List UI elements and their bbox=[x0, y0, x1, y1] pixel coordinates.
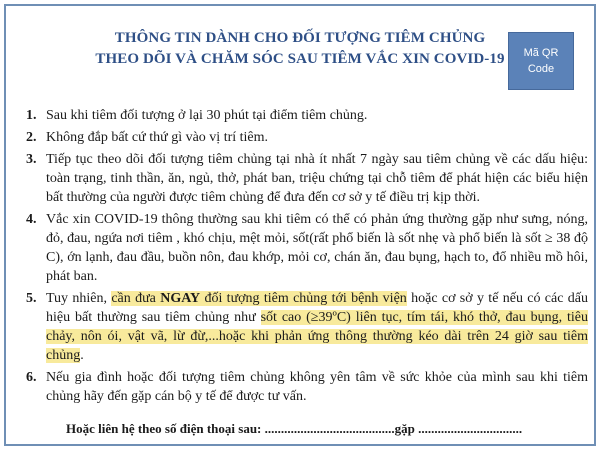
list-item bbox=[26, 210, 588, 286]
item-number: 4. bbox=[26, 212, 37, 227]
document-frame bbox=[4, 4, 596, 446]
document-header bbox=[6, 28, 594, 70]
qr-label-line-1: Mã QR bbox=[523, 47, 559, 59]
item-text: Vắc xin COVID-19 thông thường sau khi tiêm có thể có phản ứng thường gặp như sưng, nóng, đỏ, đau, ngứa nơi tiêm , khó chịu, mệt mỏi, sốt(rất phổ biến là sốt nhẹ và phổ biến là sốt ≥ 38 độ C), ớn lạnh, đau đầu, buồn nôn, đau khớp, mỏi cơ, chán ăn, đau bụng, hạch to, đổ nhiều mồ hôi, phát ban. bbox=[46, 212, 588, 284]
list-item-emergency bbox=[26, 289, 588, 365]
item-text: Sau khi tiêm đối tượng ở lại 30 phút tại điểm tiêm chủng. bbox=[46, 108, 368, 123]
item-number: 3. bbox=[26, 152, 37, 167]
qr-label-line-2: Code bbox=[527, 63, 555, 75]
item-number: 2. bbox=[26, 130, 37, 145]
title-line-2: THEO DÕI VÀ CHĂM SÓC SAU TIÊM VẮC XIN COVID-19 bbox=[95, 51, 505, 67]
contact-meet-label: gặp bbox=[394, 421, 415, 436]
item-text: Tuy nhiên, cần đưa NGAY đối tượng tiêm chủng tới bệnh viện hoặc cơ sở y tế nếu có các dấu hiệu bất thường sau tiêm chủng như sốt cao (≥39ºC) liên tục, tím tái, khó thở, đau bụng, tiêu chảy, nôn ói, vật vã, lừ đừ,...hoặc khi phản ứng thông thường kéo dài trên 24 giờ sau tiêm chủng. bbox=[46, 291, 589, 363]
list-item bbox=[26, 368, 588, 406]
emergency-condition: hoặc cơ sở y tế nếu có các dấu hiệu bất thường sau tiêm chủng như bbox=[46, 291, 588, 325]
person-blank: ................................ bbox=[414, 421, 523, 436]
contact-label: Hoặc liên hệ theo số điện thoại sau: bbox=[66, 421, 265, 436]
emergency-intro: Tuy nhiên, bbox=[46, 291, 112, 306]
instruction-list bbox=[26, 106, 588, 409]
item-text: Không đắp bất cứ thứ gì vào vị trí tiêm. bbox=[46, 130, 269, 145]
emphasis-now: NGAY bbox=[160, 291, 201, 306]
item-number: 6. bbox=[26, 370, 37, 385]
item-number: 5. bbox=[26, 291, 37, 306]
phone-blank: ........................................ bbox=[264, 421, 395, 436]
title-line-1: THÔNG TIN DÀNH CHO ĐỐI TƯỢNG TIÊM CHỦNG bbox=[114, 30, 486, 46]
highlight-bring-to-hospital: cần đưa NGAY đối tượng tiêm chủng tới bệnh viện bbox=[111, 291, 407, 306]
list-item bbox=[26, 128, 588, 147]
highlight-symptoms: sốt cao (≥39ºC) liên tục, tím tái, khó thở, đau bụng, tiêu chảy, nôn ói, vật vã, lừ đừ,...hoặc khi phản ứng thông thường kéo dài trên 24 giờ sau tiêm chủng bbox=[46, 310, 589, 363]
contact-line bbox=[66, 420, 586, 438]
list-item bbox=[26, 150, 588, 207]
item-number: 1. bbox=[26, 108, 37, 123]
item-text: Nếu gia đình hoặc đối tượng tiêm chủng không yên tâm về sức khỏe của mình sau khi tiêm chủng hãy đến gặp cán bộ y tế để được tư vấn. bbox=[46, 370, 588, 404]
item-text: Tiếp tục theo dõi đối tượng tiêm chủng tại nhà ít nhất 7 ngày sau tiêm chủng về các dấu hiệu: toàn trạng, tinh thần, ăn, ngủ, thở, phát ban, triệu chứng tại chỗ tiêm để phát hiện các biểu hiện bất thường của người được tiêm chủng để đưa đến cơ sở y tế điều trị kịp thời. bbox=[46, 152, 588, 205]
qr-code-placeholder bbox=[508, 32, 574, 90]
list-item bbox=[26, 106, 588, 125]
